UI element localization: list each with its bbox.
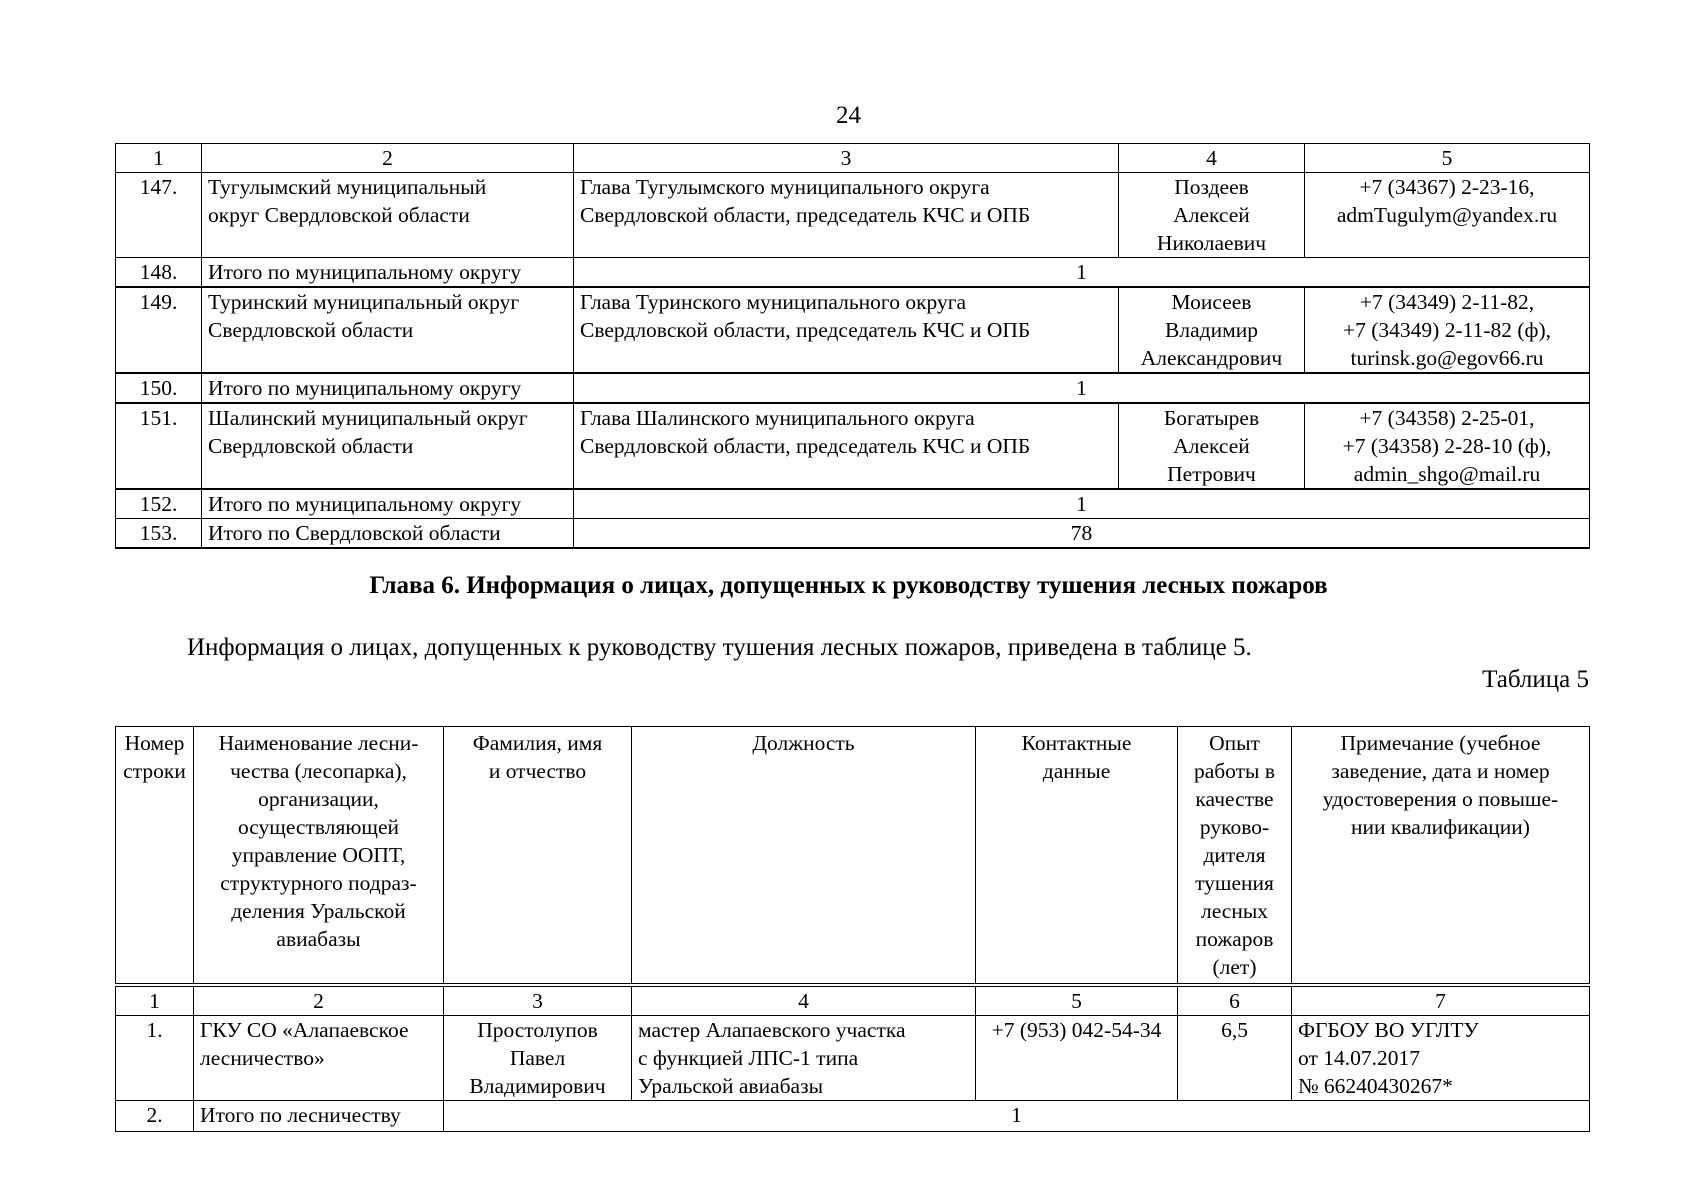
contacts: +7 (34349) 2-11-82, +7 (34349) 2-11-82 (ф), turinsk.go@egov66.ru: [1305, 287, 1590, 373]
intro-paragraph: Информация о лицах, допущенных к руководству тушения лесных пожаров, приведена в таблице 5.: [187, 634, 1252, 661]
person-name: Моисеев Владимир Александрович: [1119, 287, 1305, 373]
total-label: Итого по муниципальному округу: [202, 258, 574, 288]
district-name: Туринский муниципальный округ Свердловской области: [202, 287, 574, 373]
column-number: 4: [632, 985, 976, 1016]
column-number: 6: [1178, 985, 1292, 1016]
total-value: 1: [444, 1101, 1590, 1132]
total-value: 78: [574, 519, 1590, 549]
header-note: Примечание (учебное заведение, дата и номер удостоверения о повыше- нии квалификации): [1292, 727, 1590, 986]
column-number: 7: [1292, 985, 1590, 1016]
column-number: 5: [1305, 144, 1590, 173]
header-contacts: Контактные данные: [976, 727, 1178, 986]
district-name: Тугулымский муниципальный округ Свердловской области: [202, 173, 574, 258]
contacts: +7 (34358) 2-25-01, +7 (34358) 2-28-10 (ф), admin_shgo@mail.ru: [1305, 403, 1590, 489]
page-number: 24: [836, 102, 861, 129]
total-row: [116, 373, 1590, 403]
row-number: 1.: [116, 1016, 194, 1101]
column-number: 1: [116, 985, 194, 1016]
table-header-row: [116, 727, 1590, 986]
header-experience: Опыт работы в качестве руково- дителя тушения лесных пожаров (лет): [1178, 727, 1292, 986]
position: Глава Шалинского муниципального округа Свердловской области, председатель КЧС и ОПБ: [574, 403, 1119, 489]
total-label: Итого по муниципальному округу: [202, 373, 574, 403]
position: Глава Туринского муниципального округа Свердловской области, председатель КЧС и ОПБ: [574, 287, 1119, 373]
position: Глава Тугулымского муниципального округа Свердловской области, председатель КЧС и ОПБ: [574, 173, 1119, 258]
fire-leaders-table: [115, 726, 1590, 1132]
row-number: 153.: [116, 519, 202, 549]
total-label: Итого по Свердловской области: [202, 519, 574, 549]
row-number: 147.: [116, 173, 202, 258]
table-caption: Таблица 5: [1482, 666, 1589, 693]
table-row: [116, 403, 1590, 489]
experience-years: 6,5: [1178, 1016, 1292, 1101]
column-number: 2: [194, 985, 444, 1016]
person-name: Богатырев Алексей Петрович: [1119, 403, 1305, 489]
total-value: 1: [574, 373, 1590, 403]
header-organization: Наименование лесни- чества (лесопарка), организации, осуществляющей управление ООПТ, структурного подраз- деления Уральской авиабазы: [194, 727, 444, 986]
table-row: [116, 287, 1590, 373]
qualification-note: ФГБОУ ВО УГЛТУ от 14.07.2017 № 66240430267*: [1292, 1016, 1590, 1101]
person-name: Поздеев Алексей Николаевич: [1119, 173, 1305, 258]
total-row: [116, 489, 1590, 519]
total-row: [116, 1101, 1590, 1132]
total-label: Итого по лесничеству: [194, 1101, 444, 1132]
grand-total-row: [116, 519, 1590, 549]
total-label: Итого по муниципальному округу: [202, 489, 574, 519]
organization-name: ГКУ СО «Алапаевское лесничество»: [194, 1016, 444, 1101]
district-name: Шалинский муниципальный округ Свердловской области: [202, 403, 574, 489]
column-number: 1: [116, 144, 202, 173]
row-number: 152.: [116, 489, 202, 519]
row-number: 151.: [116, 403, 202, 489]
row-number: 2.: [116, 1101, 194, 1132]
row-number: 150.: [116, 373, 202, 403]
municipal-heads-table: [115, 143, 1590, 549]
position: мастер Алапаевского участка с функцией ЛПС-1 типа Уральской авиабазы: [632, 1016, 976, 1101]
column-number: 5: [976, 985, 1178, 1016]
chapter-title: Глава 6. Информация о лицах, допущенных к руководству тушения лесных пожаров: [369, 572, 1328, 599]
table-row: [116, 173, 1590, 258]
contacts: +7 (34367) 2-23-16, admTugulym@yandex.ru: [1305, 173, 1590, 258]
person-name: Простолупов Павел Владимирович: [444, 1016, 632, 1101]
header-full-name: Фамилия, имя и отчество: [444, 727, 632, 986]
column-number: 3: [444, 985, 632, 1016]
header-position: Должность: [632, 727, 976, 986]
header-row-number: Номер строки: [116, 727, 194, 986]
contacts: +7 (953) 042-54-34: [976, 1016, 1178, 1101]
column-number-row: [116, 985, 1590, 1016]
column-number: 4: [1119, 144, 1305, 173]
total-row: [116, 258, 1590, 288]
table-row: [116, 1016, 1590, 1101]
column-number: 2: [202, 144, 574, 173]
row-number: 149.: [116, 287, 202, 373]
total-value: 1: [574, 489, 1590, 519]
row-number: 148.: [116, 258, 202, 288]
column-number-row: [116, 144, 1590, 173]
column-number: 3: [574, 144, 1119, 173]
total-value: 1: [574, 258, 1590, 288]
